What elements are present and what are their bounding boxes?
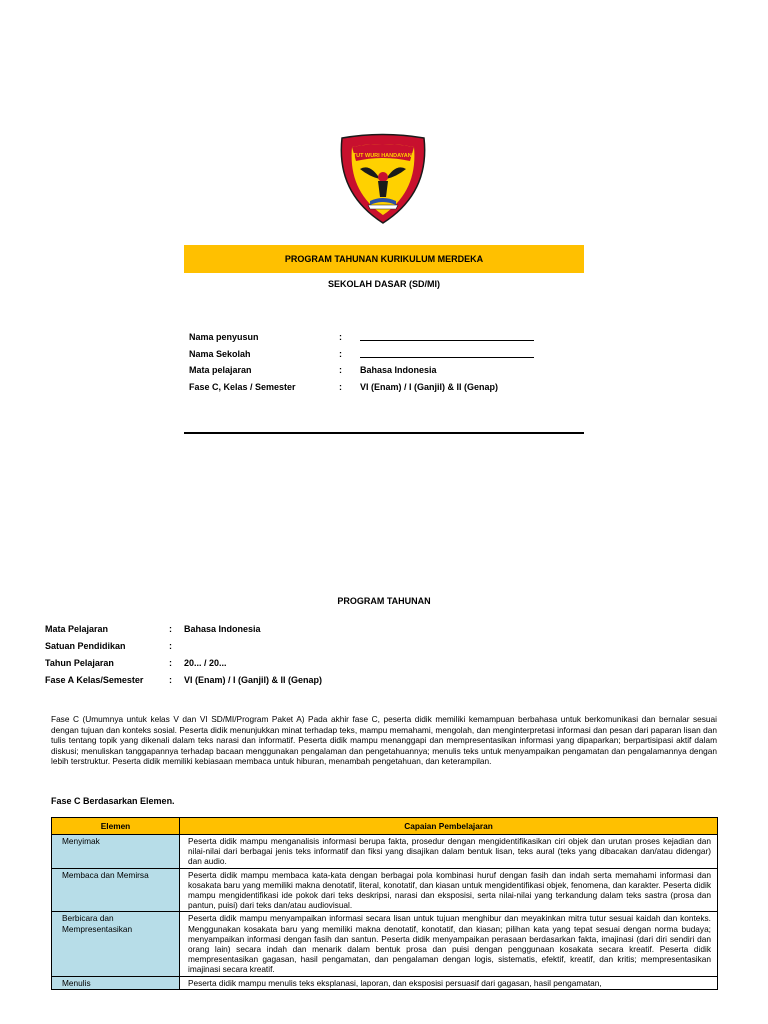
tut-wuri-handayani-logo bbox=[330, 133, 436, 226]
capaian-cell: Peserta didik mampu membaca kata-kata dengan berbagai pola kombinasi huruf dengan fasih dan indah serta memahami informasi dan kosakata baru yang memiliki makna denotatif, literal, konotatif, dan kiasan untuk mengidentifikasi objek, fenomena, dan karakter. Peserta didik mampu mengidentifikasi ide pokok dari teks deskripsi, narasi dan eksposisi, serta nilai-nilai yang terkandung dalam teks sastra (prosa dan pantun, puisi) dari teks dan/atau audiovisual. bbox=[180, 868, 718, 912]
elemen-cell: Membaca dan Memirsa bbox=[52, 868, 180, 912]
table-row bbox=[52, 835, 718, 869]
cover-label: Nama Sekolah bbox=[189, 349, 251, 359]
logo-emblem-icon bbox=[330, 133, 436, 226]
fase-c-description: Fase C (Umumnya untuk kelas V dan VI SD/MI/Program Paket A) Pada akhir fase C, peserta didik memiliki kemampuan berbahasa untuk berkomunikasi dan bernalar sesuai dengan tujuan dan konteks sosial. Peserta didik menunjukkan minat terhadap teks, mampu memahami, mengolah, dan menginterpretasi informasi dan pesan dari paparan lisan dan tulis tentang topik yang dikenali dalam teks narasi dan informatif. Peserta didik mampu menanggapi dan mempresentasikan informasi yang dipaparkan; berpartisipasi aktif dalam diskusi; menuliskan tanggapannya terhadap bacaan menggunakan pengalaman dan pengetahuannya; menulis teks untuk menyampaikan pengamatan dan pengalamannya dengan lebih terstruktur. Peserta didik memiliki kebiasaan membaca untuk hiburan, menambah pengetahuan, dan keterampilan. bbox=[51, 714, 717, 766]
fase-heading: Fase C Berdasarkan Elemen. bbox=[51, 796, 175, 806]
elemen-cell: Menyimak bbox=[52, 835, 180, 869]
colon: : bbox=[339, 382, 342, 392]
cover-value: VI (Enam) / I (Ganjil) & II (Genap) bbox=[360, 382, 499, 392]
info-value: Bahasa Indonesia bbox=[184, 624, 261, 634]
table-row bbox=[52, 976, 718, 989]
info-label: Tahun Pelajaran bbox=[45, 658, 114, 668]
elemen-cell: Berbicara dan Mempresentasikan bbox=[52, 912, 180, 976]
table-header-row bbox=[52, 818, 718, 835]
capaian-table bbox=[51, 817, 718, 990]
header-elemen: Elemen bbox=[52, 818, 180, 835]
cover-subtitle: SEKOLAH DASAR (SD/MI) bbox=[328, 279, 440, 289]
cover-title: PROGRAM TAHUNAN KURIKULUM MERDEKA bbox=[284, 254, 484, 264]
program-title: PROGRAM TAHUNAN bbox=[337, 596, 431, 606]
header-capaian: Capaian Pembelajaran bbox=[180, 818, 718, 835]
elemen-cell: Menulis bbox=[52, 976, 180, 989]
table-row bbox=[52, 868, 718, 912]
capaian-cell: Peserta didik mampu menganalisis informasi berupa fakta, prosedur dengan mengidentifikasikan ciri objek dan urutan proses kejadian dan nilai-nilai dari berbagai jenis teks informatif dan fiksi yang disajikan dalam bentuk lisan, teks aural (teks yang dibacakan dan/atau didengar) dan audio. bbox=[180, 835, 718, 869]
colon: : bbox=[169, 658, 172, 668]
cover-label: Nama penyusun bbox=[189, 332, 259, 342]
capaian-cell: Peserta didik mampu menulis teks eksplanasi, laporan, dan eksposisi persuasif dari gagasan, hasil pengamatan, bbox=[180, 976, 718, 989]
cover-divider bbox=[184, 432, 584, 434]
cover-label: Mata pelajaran bbox=[189, 365, 252, 375]
colon: : bbox=[169, 624, 172, 634]
cover-label: Fase C, Kelas / Semester bbox=[189, 382, 296, 392]
colon: : bbox=[339, 349, 342, 359]
colon: : bbox=[339, 365, 342, 375]
colon: : bbox=[169, 641, 172, 651]
capaian-cell: Peserta didik mampu menyampaikan informasi secara lisan untuk tujuan menghibur dan meyakinkan mitra tutur sesuai kaidah dan konteks. Menggunakan kosakata baru yang memiliki makna denotatif, konotatif, dan kiasan; pilihan kata yang tepat sesuai dengan norma budaya; menyampaikan informasi dengan fasih dan santun. Peserta didik menyampaikan perasaan berdasarkan fakta, imajinasi (dari diri sendiri dan orang lain) secara indah dan menarik dalam bentuk prosa dan puisi dengan penggunaan kosakata secara kreatif. Peserta didik mempresentasikan gagasan, hasil pengamatan, dan pengalaman dengan logis, sistematis, efektif, kreatif, dan kritis; mempresentasikan imajinasi secara kreatif. bbox=[180, 912, 718, 976]
info-label: Fase A Kelas/Semester bbox=[45, 675, 144, 685]
colon: : bbox=[339, 332, 342, 342]
info-label: Satuan Pendidikan bbox=[45, 641, 126, 651]
info-value: 20... / 20... bbox=[184, 658, 227, 668]
cover-value: Bahasa Indonesia bbox=[360, 365, 437, 375]
info-label: Mata Pelajaran bbox=[45, 624, 109, 634]
blank-line bbox=[360, 357, 534, 358]
colon: : bbox=[169, 675, 172, 685]
cover-title-bar bbox=[184, 245, 584, 273]
blank-line bbox=[360, 340, 534, 341]
logo-text: TUT WURI HANDAYANI bbox=[352, 153, 414, 159]
table-row bbox=[52, 912, 718, 976]
info-value: VI (Enam) / I (Ganjil) & II (Genap) bbox=[184, 675, 323, 685]
